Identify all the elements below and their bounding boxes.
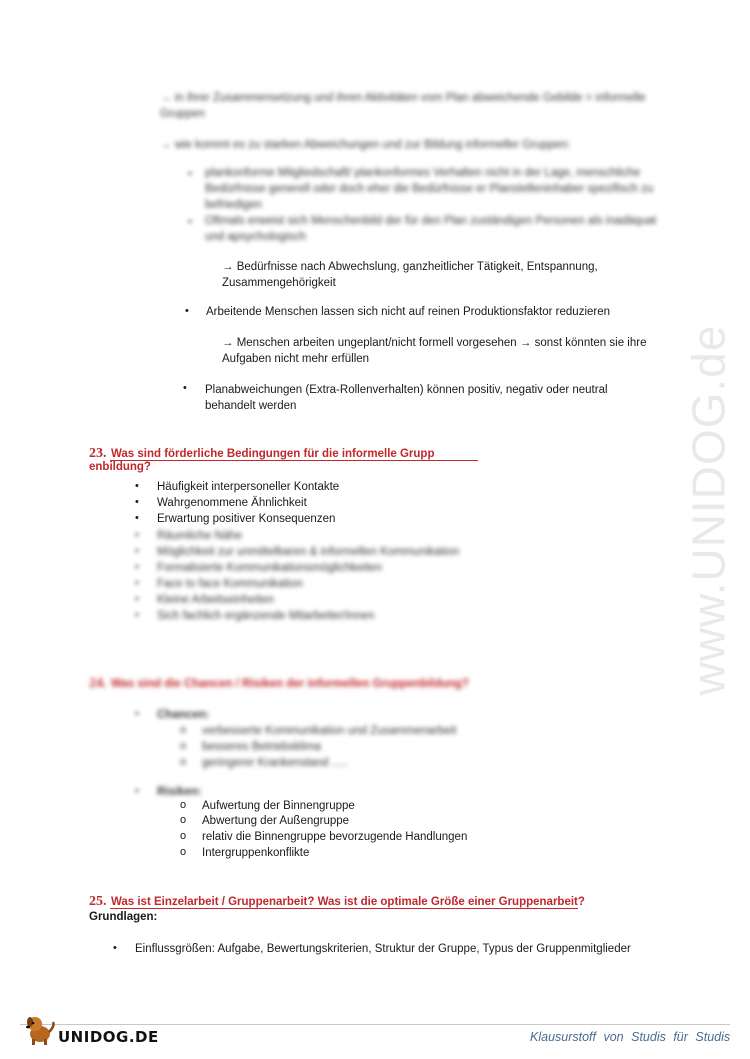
q24-chance-1: verbesserte Kommunikation und Zusammenarbeit <box>202 725 457 737</box>
q24-risks-label: Risiken: <box>157 786 202 798</box>
footer-divider <box>20 1024 730 1025</box>
q23-blurred-item-1: Räumliche Nähe <box>157 530 243 542</box>
bullet-dot: • <box>188 216 192 228</box>
q25-basics-label: Grundlagen: <box>89 911 158 923</box>
bullet-dot: • <box>135 561 139 573</box>
bullet-dot: • <box>135 708 139 720</box>
q23-item-2: Wahrgenommene Ähnlichkeit <box>157 497 307 509</box>
intro-bullet-plan-2: behandelt werden <box>205 400 297 412</box>
intro-people-arrow-2: Aufgaben nicht mehr erfüllen <box>222 353 370 365</box>
bullet-dot: • <box>185 305 189 317</box>
q23-item-1: Häufigkeit interpersoneller Kontakte <box>157 481 340 493</box>
q24-title: Was sind die Chancen / Risiken der informellen Gruppenbildung? <box>110 678 469 690</box>
bullet-dot: • <box>183 382 187 394</box>
intro-need-line-1: → Bedürfnisse nach Abwechslung, ganzheitlicher Tätigkeit, Entspannung, <box>222 261 598 273</box>
q23-title-1: Was sind förderliche Bedingungen für die informelle Grupp <box>110 448 435 460</box>
q24-number: 24. <box>89 676 107 691</box>
bullet-dot: • <box>135 529 139 541</box>
circle-bullet: o <box>180 814 187 826</box>
intro-bullet-plan-1: Planabweichungen (Extra-Rollenverhalten) können positiv, negativ oder neutral <box>205 384 608 396</box>
q23-item-3: Erwartung positiver Konsequenzen <box>157 513 336 525</box>
q25-underline <box>110 908 578 909</box>
q23-blurred-item-5: Kleine Arbeitseinheiten <box>157 594 274 606</box>
bullet-dot: • <box>188 168 192 180</box>
q23-blurred-item-3: Formalisierte Kommunikationsmöglichkeiten <box>157 562 382 574</box>
intro-arrow-line-1: → in ihrer Zusammensetzung und ihren Aktivitäten vom Plan abweichende Gebilde = informelle Gruppen <box>160 92 646 120</box>
footer-logo: UNIDOG.DE <box>58 1028 159 1046</box>
q23-underline <box>110 460 478 461</box>
q23-blurred-item-4: Face to face Kommunikation <box>157 578 303 590</box>
intro-arrow-line-2: → wie kommt es zu starken Abweichungen und zur Bildung informeller Gruppen: <box>160 139 571 151</box>
circle-bullet: o <box>180 830 187 842</box>
q24-chances-label: Chancen: <box>157 709 210 721</box>
q24-chance-2: besseres Betriebsklima <box>202 741 321 753</box>
bullet-dot: • <box>135 577 139 589</box>
watermark <box>682 280 735 740</box>
q25-bullet: Einflussgrößen: Aufgabe, Bewertungskriterien, Struktur der Gruppe, Typus der Gruppenmitglieder <box>135 943 631 955</box>
q23-number: 23. <box>89 446 107 461</box>
bullet-dot: • <box>135 593 139 605</box>
circle-bullet: o <box>180 740 187 752</box>
intro-need-line-2: Zusammengehörigkeit <box>222 277 336 289</box>
bullet-dot: • <box>113 942 117 954</box>
intro-blurred-bullet-1: plankonforme Mitgliedschaft/ plankonformes Verhalten nicht in der Lage, menschliche Bedürfnisse generell oder doch eher die Bedürfnisse er Planstelleninhaber spezifisch zu befriedigen <box>205 167 654 211</box>
q23-blurred-item-6: Sich fachlich ergänzende Mitarbeiter/innen <box>157 610 375 622</box>
intro-blurred-bullet-2: Oftmals erweist sich Menschenbild der für den Plan zuständigen Personen als inadäquat und apsychologisch <box>205 215 657 243</box>
q23-title-2: enbildung? <box>89 461 151 473</box>
watermark-text: www.UNIDOG.de <box>682 324 735 696</box>
q24-risk-3: relativ die Binnengruppe bevorzugende Handlungen <box>202 831 468 843</box>
intro-bullet-people: Arbeitende Menschen lassen sich nicht auf reinen Produktionsfaktor reduzieren <box>206 306 611 318</box>
q24-risk-1: Aufwertung der Binnengruppe <box>202 800 355 812</box>
bullet-dot: • <box>135 496 139 508</box>
q24-heading <box>89 674 469 692</box>
circle-bullet: o <box>180 756 187 768</box>
circle-bullet: o <box>180 799 187 811</box>
q25-number: 25. <box>89 894 107 909</box>
bullet-dot: • <box>135 545 139 557</box>
dog-logo-icon <box>22 1012 58 1046</box>
q25-title: Was ist Einzelarbeit / Gruppenarbeit? Was ist die optimale Größe einer Gruppenarbeit? <box>110 896 585 908</box>
q24-risk-4: Intergruppenkonflikte <box>202 847 310 859</box>
footer-tagline: Klausurstoff von Studis für Studis <box>530 1030 731 1044</box>
bullet-dot: • <box>135 609 139 621</box>
q24-chance-3: geringerer Krankenstand ..... <box>202 757 348 769</box>
bullet-dot: • <box>135 785 139 797</box>
circle-bullet: o <box>180 846 187 858</box>
bullet-dot: • <box>135 512 139 524</box>
intro-people-arrow-1: → Menschen arbeiten ungeplant/nicht formell vorgesehen → sonst könnten sie ihre <box>222 337 647 349</box>
q23-blurred-item-2: Möglichkeit zur unmittelbaren & informellen Kommunikation <box>157 546 460 558</box>
bullet-dot: • <box>135 480 139 492</box>
q24-risk-2: Abwertung der Außengruppe <box>202 815 350 827</box>
circle-bullet: o <box>180 724 187 736</box>
